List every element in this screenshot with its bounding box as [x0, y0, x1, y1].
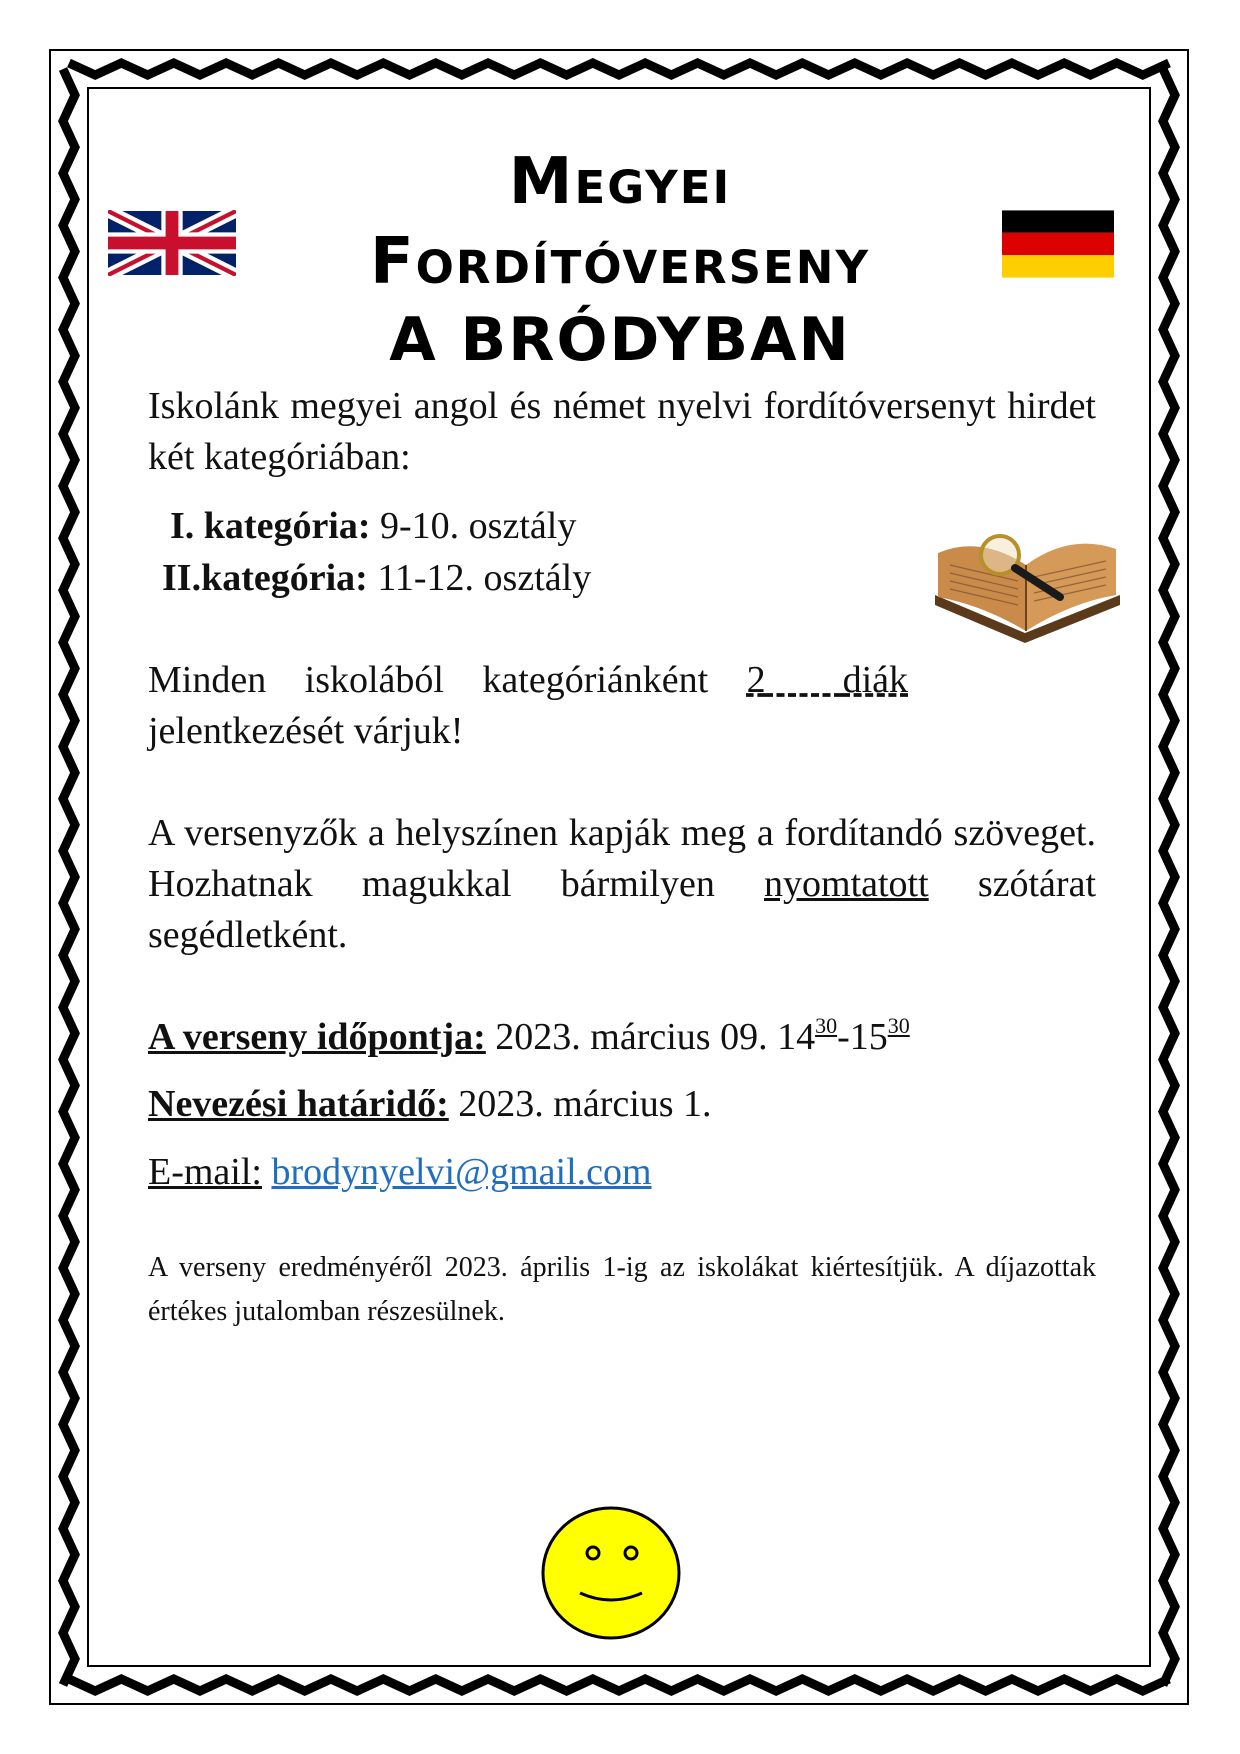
deadline-line [148, 1079, 712, 1130]
uk-flag-icon [108, 210, 236, 276]
students-word: diák [842, 659, 908, 701]
category-1 [170, 501, 576, 552]
date-label: A verseny időpontja: [148, 1016, 486, 1058]
rules-after: szótárat segédletként. [148, 863, 1096, 956]
category-1-label: I. kategória: [170, 505, 371, 547]
email-line [148, 1147, 652, 1198]
students-count: 2 [746, 659, 766, 701]
title-line-3: A BRÓDYBAN [389, 305, 851, 375]
date-end-minutes: 30 [887, 1013, 910, 1038]
deadline-label: Nevezési határidő: [148, 1083, 449, 1125]
category-2 [162, 553, 591, 604]
date-value: 2023. március 09. 14 [485, 1016, 816, 1058]
date-dash: -15 [837, 1016, 888, 1058]
date-line [148, 1012, 910, 1063]
students-paragraph [148, 655, 908, 757]
students-before: Minden iskolából kategóriánként [148, 659, 747, 701]
smiley-face-icon [540, 1505, 682, 1641]
rules-highlight: nyomtatott [764, 863, 929, 905]
german-flag-icon [1002, 210, 1114, 278]
open-book-with-magnifier-icon [930, 525, 1125, 645]
email-link[interactable]: brodynyelvi@gmail.com [271, 1151, 652, 1193]
border-zigzag [69, 63, 1169, 75]
page-title [240, 145, 1000, 386]
rules-before: A versenyzők a helyszínen kapják meg a fordítandó szöveget. Hozhatnak magukkal bármilyen [148, 812, 1096, 905]
border-zigzag [63, 69, 75, 1685]
email-label: E-mail: [148, 1151, 262, 1193]
category-1-value: 9-10. osztály [370, 505, 577, 547]
rules-paragraph [148, 808, 1096, 961]
results-note: A verseny eredményéről 2023. április 1-ig az iskolákat kiértesítjük. A díjazottak értékes jutalomban részesülnek. [148, 1252, 1096, 1327]
title-line-2: Fordítóverseny [369, 225, 871, 299]
border-zigzag [1163, 69, 1175, 1685]
intro-paragraph: Iskolánk megyei angol és német nyelvi fordítóversenyt hirdet két kategóriában: [148, 385, 1096, 478]
deadline-value: 2023. március 1. [448, 1083, 712, 1125]
title-line-1: Megyei [508, 145, 732, 219]
category-2-value: 11-12. osztály [367, 557, 592, 599]
students-after: jelentkezését várjuk! [148, 710, 464, 752]
date-start-minutes: 30 [815, 1013, 838, 1038]
category-2-label: II.kategória: [162, 557, 368, 599]
border-zigzag [69, 1679, 1169, 1691]
